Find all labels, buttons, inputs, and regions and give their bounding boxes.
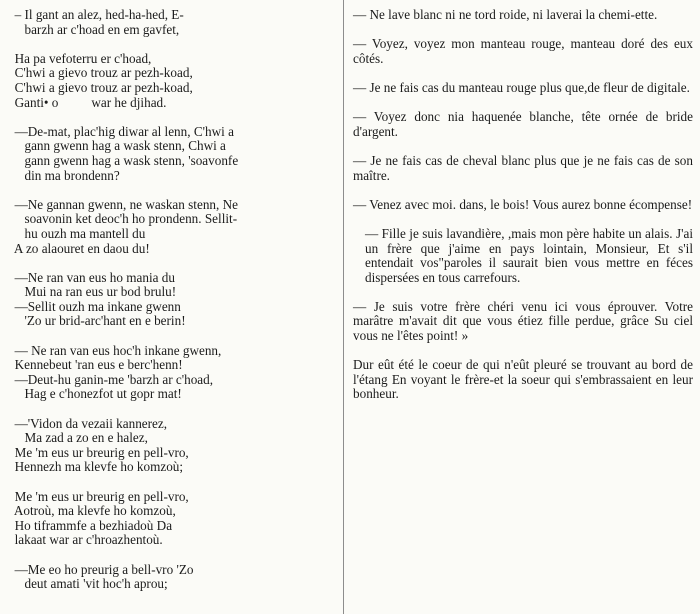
translation-paragraph: — Fille je suis lavandière, ,mais mon père habite un alais. J'ai un frère que j'aime en pays lointain, Monsieur, Et s'il entendait vos"paroles il saurait bien vous mettre en féces dispersées en tous carrefours. — [365, 225, 693, 285]
poem-line: deut amati 'vit hoc'h aprou; — [8, 576, 168, 592]
poem-line: Hennezh ma klevfe ho komzoù; — [8, 459, 184, 475]
translation-paragraph: — Ne lave blanc ni ne tord roide, ni laverai la chemi-ette. — [353, 7, 658, 22]
poem-stanza — [8, 8, 333, 37]
poem-line: Ho tiframmfe a bezhiadoù Da — [8, 517, 173, 533]
poem-line: —Ne gannan gwenn, ne waskan stenn, Ne — [8, 196, 238, 212]
poem-stanza — [8, 271, 333, 329]
poem-line: —Deut-hu ganin-me 'barzh ar c'hoad, — [8, 371, 214, 387]
translation-paragraph: — Venez avec moi. dans, le bois! Vous aurez bonne écompense! — [353, 196, 693, 212]
poem-line: din ma brondenn? — [8, 167, 120, 183]
poem-line: Hag e c'honezfot ut gopr mat! — [8, 386, 182, 402]
poem-line: —Sellit ouzh ma inkane gwenn — [8, 298, 181, 314]
poem-line: barzh ar c'hoad en em gavfet, — [8, 21, 180, 37]
poem-line: gann gwenn hag a wask stenn, Chwi a — [8, 138, 226, 154]
poem-line: —'Vidon da vezaii kannerez, — [8, 415, 168, 431]
poem-line: —Ne ran van eus ho mania du — [8, 269, 175, 285]
column-divider — [343, 0, 344, 614]
poem-line: Ganti• o war he djihad. — [8, 94, 167, 110]
poem-line: —De-mat, plac'hig diwar al lenn, C'hwi a — [8, 123, 234, 139]
poem-line: 'Zo ur brid-arc'hant en e berin! — [8, 313, 186, 329]
translation-paragraph: — Je ne fais cas de cheval blanc plus que je ne fais cas de son maître. — [353, 152, 693, 183]
poem-line: Ha pa vefoterru er c'hoad, — [8, 50, 152, 66]
poem-stanza — [8, 125, 333, 183]
poem-line: Ma zad a zo en e halez, — [8, 430, 148, 446]
translation-paragraph: — Je suis votre frère chéri venu ici vous éprouver. Votre marâtre m'avait dit que vous étiez fille perdue, grâce Su ciel vous ne l'êtes point! » — [353, 298, 693, 344]
poem-line: — Ne ran van eus hoc'h inkane gwenn, — [8, 342, 222, 358]
poem-stanza — [8, 198, 333, 256]
poem-stanza — [8, 490, 333, 548]
poem-line: Mui na ran eus ur bod brulu! — [8, 284, 177, 300]
poem-stanza — [8, 344, 333, 402]
translation-paragraph: — Voyez, voyez mon manteau rouge, manteau doré des eux côtés. — [353, 36, 693, 66]
poem-line: – Il gant an alez, hed-ha-hed, E- — [8, 7, 184, 22]
poem-line: Aotroù, ma klevfe ho komzoù, — [8, 503, 176, 519]
poem-stanza — [8, 417, 333, 475]
poem-line: —Me eo ho preurig a bell-vro 'Zo — [8, 561, 194, 577]
poem-stanza — [8, 52, 333, 110]
poem-line: hu ouzh ma mantell du — [8, 225, 146, 241]
poem-line: A zo alaouret en daou du! — [8, 240, 150, 256]
breton-poem-column — [8, 8, 333, 606]
translation-paragraph: — Voyez donc nia haquenée blanche, tête ornée de bride d'argent. — [353, 109, 693, 139]
translation-paragraph: Dur eût été le coeur de qui n'eût pleuré se trouvant au bord de l'étang En voyant le frère-et la soeur qui s'embrassaient en leur bonheur. — [353, 357, 693, 402]
translation-paragraph: — Je ne fais cas du manteau rouge plus que,de fleur de digitale. — [353, 79, 690, 95]
poem-line: gann gwenn hag a wask stenn, 'soavonfe — [8, 152, 239, 168]
poem-line: Me 'm eus ur breurig en pell-vro, — [8, 488, 189, 504]
poem-line: C'hwi a gievo trouz ar pezh-koad, — [8, 79, 193, 95]
poem-line: Kennebeut 'ran eus e berc'henn! — [8, 357, 183, 373]
poem-line: Me 'm eus ur breurig en pell-vro, — [8, 444, 189, 460]
poem-line: C'hwi a gievo trouz ar pezh-koad, — [8, 65, 193, 81]
poem-stanza — [8, 563, 333, 592]
poem-line: soavonin ket deoc'h ho prondenn. Sellit- — [8, 211, 238, 227]
poem-line: lakaat war ar c'hroazhentoù. — [8, 532, 163, 548]
french-translation-column — [353, 8, 693, 417]
